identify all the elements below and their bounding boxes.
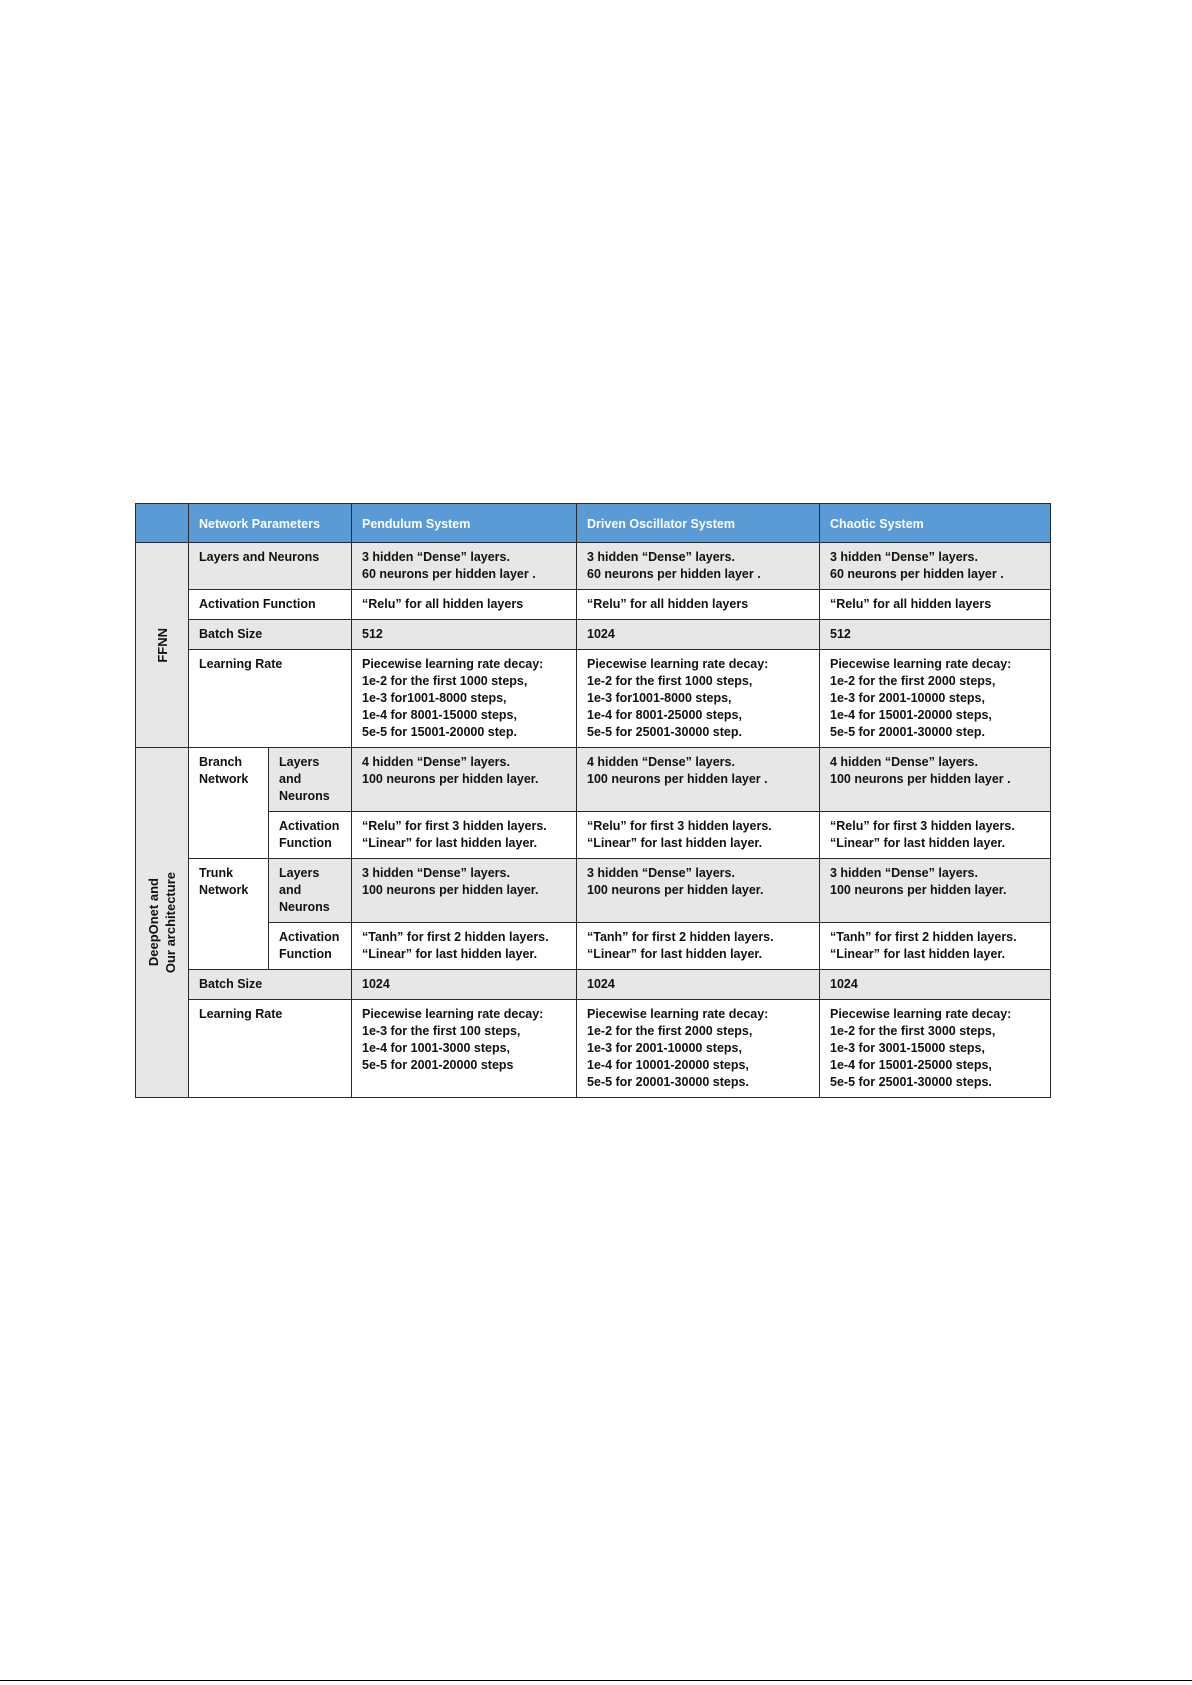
ffnn-layers-driven: 3 hidden “Dense” layers. 60 neurons per hidden layer . <box>577 543 820 590</box>
ffnn-activation-param: Activation Function <box>189 590 352 620</box>
deeponet-batch-row <box>136 970 1051 1000</box>
trunk-activation-pendulum: “Tanh” for first 2 hidden layers. “Linear” for last hidden layer. <box>352 923 577 970</box>
ffnn-group-label: FFNN <box>136 543 189 748</box>
trunk-activation-sub: Activation Function <box>269 923 352 970</box>
ffnn-activation-pendulum: “Relu” for all hidden layers <box>352 590 577 620</box>
branch-activation-chaotic: “Relu” for first 3 hidden layers. “Linear” for last hidden layer. <box>820 812 1051 859</box>
deeponet-group-label: DeepOnet and Our architecture <box>136 748 189 1098</box>
header-network-parameters: Network Parameters <box>189 504 352 543</box>
trunk-layers-pendulum: 3 hidden “Dense” layers. 100 neurons per hidden layer. <box>352 859 577 923</box>
trunk-layers-sub: Layers and Neurons <box>269 859 352 923</box>
branch-layers-pendulum: 4 hidden “Dense” layers. 100 neurons per hidden layer. <box>352 748 577 812</box>
header-chaotic: Chaotic System <box>820 504 1051 543</box>
deeponet-lr-chaotic: Piecewise learning rate decay: 1e-2 for the first 3000 steps, 1e-3 for 3001-15000 steps, 1e-4 for 15001-25000 steps, 5e-5 for 25001-30000 steps. <box>820 1000 1051 1098</box>
deeponet-lr-driven: Piecewise learning rate decay: 1e-2 for the first 2000 steps, 1e-3 for 2001-10000 steps, 1e-4 for 10001-20000 steps, 5e-5 for 20001-30000 steps. <box>577 1000 820 1098</box>
ffnn-layers-chaotic: 3 hidden “Dense” layers. 60 neurons per hidden layer . <box>820 543 1051 590</box>
branch-layers-chaotic: 4 hidden “Dense” layers. 100 neurons per hidden layer . <box>820 748 1051 812</box>
branch-activation-row <box>136 812 1051 859</box>
deeponet-batch-driven: 1024 <box>577 970 820 1000</box>
trunk-network-label: Trunk Network <box>189 859 269 970</box>
header-driven: Driven Oscillator System <box>577 504 820 543</box>
header-row <box>136 504 1051 543</box>
page-bottom-rule <box>0 1680 1192 1681</box>
deeponet-batch-pendulum: 1024 <box>352 970 577 1000</box>
trunk-layers-driven: 3 hidden “Dense” layers. 100 neurons per hidden layer. <box>577 859 820 923</box>
ffnn-layers-row <box>136 543 1051 590</box>
trunk-activation-chaotic: “Tanh” for first 2 hidden layers. “Linear” for last hidden layer. <box>820 923 1051 970</box>
parameters-table <box>135 503 1051 1098</box>
deeponet-lr-pendulum: Piecewise learning rate decay: 1e-3 for the first 100 steps, 1e-4 for 1001-3000 steps, 5e-5 for 2001-20000 steps <box>352 1000 577 1098</box>
ffnn-batch-chaotic: 512 <box>820 620 1051 650</box>
ffnn-lr-param: Learning Rate <box>189 650 352 748</box>
trunk-activation-driven: “Tanh” for first 2 hidden layers. “Linear” for last hidden layer. <box>577 923 820 970</box>
deeponet-lr-row <box>136 1000 1051 1098</box>
ffnn-batch-pendulum: 512 <box>352 620 577 650</box>
header-corner-cell <box>136 504 189 543</box>
ffnn-lr-chaotic: Piecewise learning rate decay: 1e-2 for the first 2000 steps, 1e-3 for 2001-10000 steps, 1e-4 for 15001-20000 steps, 5e-5 for 20001-30000 step. <box>820 650 1051 748</box>
ffnn-lr-pendulum: Piecewise learning rate decay: 1e-2 for the first 1000 steps, 1e-3 for1001-8000 steps, 1e-4 for 8001-15000 steps, 5e-5 for 15001-20000 step. <box>352 650 577 748</box>
trunk-layers-row <box>136 859 1051 923</box>
ffnn-lr-row <box>136 650 1051 748</box>
trunk-layers-chaotic: 3 hidden “Dense” layers. 100 neurons per hidden layer. <box>820 859 1051 923</box>
deeponet-batch-chaotic: 1024 <box>820 970 1051 1000</box>
ffnn-lr-driven: Piecewise learning rate decay: 1e-2 for the first 1000 steps, 1e-3 for1001-8000 steps, 1e-4 for 8001-25000 steps, 5e-5 for 25001-30000 step. <box>577 650 820 748</box>
ffnn-activation-chaotic: “Relu” for all hidden layers <box>820 590 1051 620</box>
ffnn-batch-driven: 1024 <box>577 620 820 650</box>
branch-activation-driven: “Relu” for first 3 hidden layers. “Linear” for last hidden layer. <box>577 812 820 859</box>
branch-activation-sub: Activation Function <box>269 812 352 859</box>
header-pendulum: Pendulum System <box>352 504 577 543</box>
ffnn-activation-driven: “Relu” for all hidden layers <box>577 590 820 620</box>
branch-layers-sub: Layers and Neurons <box>269 748 352 812</box>
ffnn-activation-row <box>136 590 1051 620</box>
deeponet-batch-param: Batch Size <box>189 970 352 1000</box>
trunk-activation-row <box>136 923 1051 970</box>
ffnn-batch-row <box>136 620 1051 650</box>
ffnn-layers-pendulum: 3 hidden “Dense” layers. 60 neurons per hidden layer . <box>352 543 577 590</box>
ffnn-batch-param: Batch Size <box>189 620 352 650</box>
branch-network-label: Branch Network <box>189 748 269 859</box>
branch-activation-pendulum: “Relu” for first 3 hidden layers. “Linear” for last hidden layer. <box>352 812 577 859</box>
branch-layers-row <box>136 748 1051 812</box>
deeponet-lr-param: Learning Rate <box>189 1000 352 1098</box>
branch-layers-driven: 4 hidden “Dense” layers. 100 neurons per hidden layer . <box>577 748 820 812</box>
ffnn-layers-param: Layers and Neurons <box>189 543 352 590</box>
